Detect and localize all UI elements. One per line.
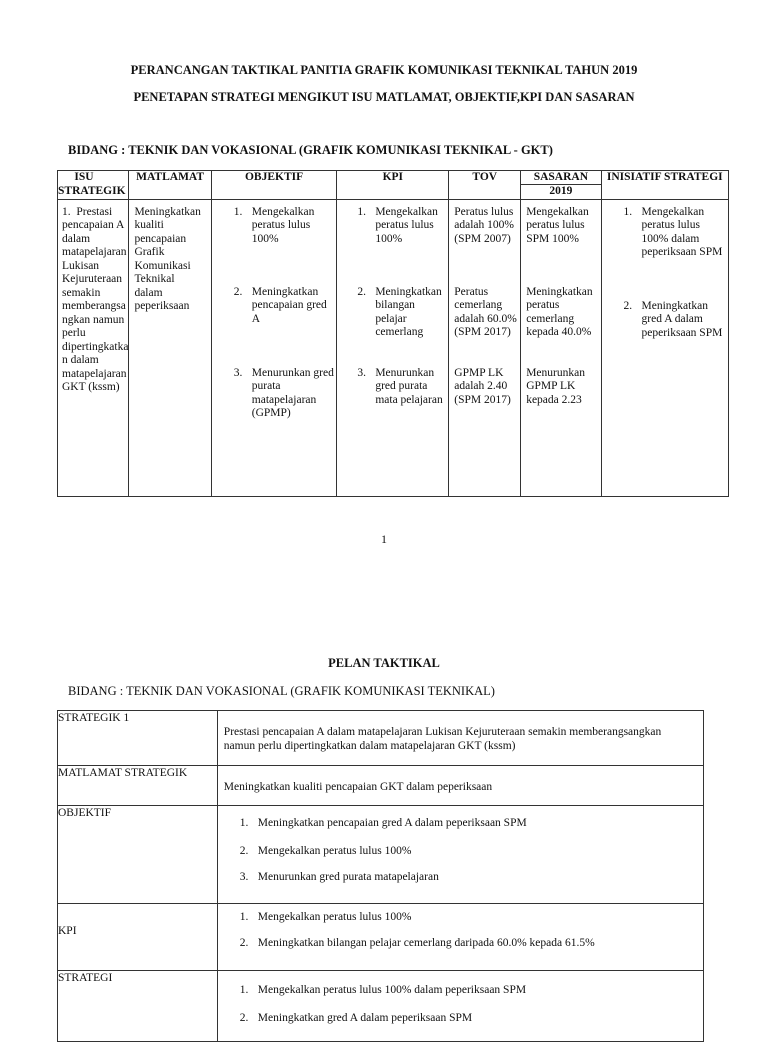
objektif-item-text — [252, 286, 327, 327]
row-strategik — [58, 711, 704, 766]
kpi-item-line: mata pelajaran — [375, 393, 443, 406]
strategi-list-item-number: 1. — [239, 984, 249, 996]
tov-block-line: adalah 100% — [454, 219, 514, 231]
row-objektif — [58, 806, 704, 904]
label-strategi: STRATEGI — [58, 971, 218, 1042]
cell-inisiatif — [601, 199, 728, 496]
kpi-item-number: 1. — [357, 205, 366, 218]
tov-block-line: (SPM 2017) — [454, 393, 511, 406]
bidang-heading: BIDANG : TEKNIK DAN VOKASIONAL (GRAFIK KOMUNIKASI TEKNIKAL - GKT) — [68, 143, 553, 157]
sasaran-block — [526, 206, 589, 247]
sasaran-block-line: peratus — [526, 299, 560, 311]
kpi-list-item-number: 1. — [239, 911, 249, 923]
isu-line: matapelajaran — [62, 246, 127, 258]
tactical-plan-table — [57, 710, 704, 1042]
tov-block — [454, 286, 517, 340]
isu-line: memberangsa — [62, 300, 126, 312]
cell-objektif — [211, 199, 337, 496]
value-strategi — [217, 971, 703, 1042]
inisiatif-item-number: 1. — [623, 205, 633, 218]
strategik-line-1: Prestasi pencapaian A dalam matapelajaran Lukisan Kejuruteraan semakin memberangsangkan — [223, 726, 662, 738]
kpi-item-line: peratus lulus — [375, 219, 434, 231]
objektif-list-item-number: 1. — [239, 817, 249, 829]
inisiatif-item-line: Mengekalkan — [641, 205, 705, 218]
sasaran-block-line: Mengekalkan — [526, 205, 589, 218]
objektif-item-line: 100% — [251, 232, 279, 245]
tov-block — [454, 367, 511, 408]
kpi-list-item-text: Mengekalkan peratus lulus 100% — [257, 911, 412, 923]
inisiatif-item-line: peperiksaan SPM — [641, 246, 723, 258]
label-objektif: OBJEKTIF — [58, 806, 218, 904]
objektif-item-line: purata — [251, 380, 281, 392]
isu-line: Kejuruteraan — [62, 273, 123, 285]
objektif-item-number: 2. — [233, 285, 243, 298]
row-matlamat — [58, 766, 704, 806]
tov-block-line: Peratus — [454, 285, 489, 298]
value-matlamat-strategik: Meningkatkan kualiti pencapaian GKT dalam peperiksaan — [217, 766, 703, 806]
kpi-item-text — [375, 367, 442, 408]
kpi-item-line: Meningkatkan — [375, 285, 442, 298]
strategi-list-item-text: Meningkatkan gred A dalam peperiksaan SPM — [257, 1012, 473, 1024]
header-isu-strategik: ISU STRATEGIK — [58, 171, 129, 200]
objektif-item-line: Menurunkan gred — [251, 366, 334, 379]
objektif-item-line: peratus lulus — [251, 219, 311, 231]
kpi-item-line: Menurunkan — [375, 366, 435, 379]
header-matlamat: MATLAMAT — [129, 171, 211, 200]
sasaran-block — [526, 367, 585, 408]
objektif-item-text — [252, 206, 315, 247]
matlamat-line: Teknikal — [134, 273, 175, 285]
tov-block — [454, 206, 514, 247]
kpi-list-item-number: 2. — [239, 937, 249, 949]
objektif-item-line: pencapaian gred — [251, 299, 327, 311]
matlamat-line: Grafik — [134, 246, 165, 258]
kpi-item-line: cemerlang — [375, 326, 424, 338]
inisiatif-item-text — [642, 206, 723, 260]
document-title: PERANCANGAN TAKTIKAL PANITIA GRAFIK KOMUNIKASI TEKNIKAL TAHUN 2019 — [130, 63, 638, 77]
kpi-item-line: 100% — [375, 232, 403, 245]
header-inisiatif-strategi: INISIATIF STRATEGI — [601, 171, 728, 200]
kpi-item-text — [375, 206, 438, 247]
isu-line: ngkan namun — [62, 313, 125, 326]
row-kpi — [58, 904, 704, 971]
sasaran-block-line: GPMP LK — [526, 380, 576, 392]
label-strategik: STRATEGIK 1 — [58, 711, 218, 766]
isu-line: perlu — [62, 327, 86, 339]
sasaran-block-line: cemerlang — [526, 312, 575, 325]
matlamat-line: Komunikasi — [134, 259, 191, 272]
matlamat-line: peperiksaan — [134, 300, 190, 312]
objektif-item-line: A — [251, 312, 261, 325]
sasaran-block-line: kepada 2.23 — [526, 393, 582, 406]
sasaran-block — [526, 286, 592, 340]
isu-line: semakin — [62, 286, 101, 299]
objektif-list-item-text: Menurunkan gred purata matapelajaran — [257, 871, 439, 883]
kpi-item-line: gred purata — [375, 380, 428, 392]
isu-line: dalam — [62, 232, 91, 245]
isu-line: dipertingkatka — [62, 340, 129, 353]
isu-line: Lukisan — [62, 259, 100, 272]
inisiatif-item-number: 2. — [623, 299, 633, 312]
value-objektif — [217, 806, 703, 904]
matlamat-line: kualiti — [134, 219, 164, 231]
objektif-list-item-text: Meningkatkan pencapaian gred A dalam peperiksaan SPM — [257, 817, 527, 829]
tov-block-line: (SPM 2017) — [454, 326, 511, 338]
sasaran-block-line: peratus lulus — [526, 219, 585, 231]
sasaran-block-line: SPM 100% — [526, 232, 579, 245]
isu-line: GKT (kssm) — [62, 381, 120, 393]
kpi-list-item-text: Meningkatkan bilangan pelajar cemerlang daripada 60.0% kepada 61.5% — [257, 937, 595, 949]
tov-block-line: adalah 2.40 — [454, 380, 508, 392]
header-kpi: KPI — [337, 171, 449, 200]
row-strategi — [58, 971, 704, 1042]
inisiatif-item-line: 100% dalam — [641, 232, 700, 245]
section2-bidang: BIDANG : TEKNIK DAN VOKASIONAL (GRAFIK KOMUNIKASI TEKNIKAL) — [68, 684, 495, 698]
kpi-item-line: pelajar — [375, 312, 407, 325]
objektif-item-line: Meningkatkan — [251, 285, 319, 298]
objektif-list-item-number: 2. — [239, 845, 249, 857]
header-sasaran: SASARAN 2019 — [521, 171, 601, 200]
kpi-item-line: Mengekalkan — [375, 205, 438, 218]
inisiatif-item-text — [642, 300, 723, 341]
strategy-table — [57, 170, 729, 497]
tov-block-line: adalah 60.0% — [454, 312, 517, 325]
objektif-item-line: (GPMP) — [251, 407, 291, 419]
sasaran-block-line: kepada 40.0% — [526, 326, 592, 338]
isu-line: pencapaian A — [62, 219, 125, 231]
value-kpi — [217, 904, 703, 971]
label-kpi: KPI — [58, 904, 218, 971]
objektif-item-number: 1. — [233, 205, 243, 218]
value-strategik — [217, 711, 703, 766]
sasaran-block-line: Meningkatkan — [526, 285, 593, 298]
kpi-item-text — [375, 286, 441, 340]
document-subtitle: PENETAPAN STRATEGI MENGIKUT ISU MATLAMAT, OBJEKTIF,KPI DAN SASARAN — [133, 90, 635, 104]
objektif-item-line: matapelajaran — [251, 393, 317, 406]
strategi-list-item-number: 2. — [239, 1012, 249, 1024]
tov-block-line: cemerlang — [454, 299, 503, 311]
page-number: 1 — [381, 532, 387, 546]
matlamat-line: dalam — [134, 286, 163, 299]
isu-line: n dalam — [62, 354, 99, 366]
strategi-list-item-text: Mengekalkan peratus lulus 100% dalam peperiksaan SPM — [257, 984, 527, 996]
kpi-item-line: bilangan — [375, 299, 415, 311]
objektif-list-item-number: 3. — [239, 871, 249, 883]
kpi-item-number: 2. — [357, 285, 366, 298]
objektif-item-number: 3. — [233, 366, 243, 379]
label-matlamat-strategik: MATLAMAT STRATEGIK — [58, 766, 218, 806]
pelan-taktikal-title: PELAN TAKTIKAL — [328, 656, 440, 670]
cell-isu-strategik — [58, 199, 129, 496]
isu-line: matapelajaran — [62, 367, 127, 380]
matlamat-line: pencapaian — [134, 232, 187, 245]
objektif-list-item-text: Mengekalkan peratus lulus 100% — [257, 845, 412, 857]
strategik-line-2: namun perlu dipertingkatkan dalam matapelajaran GKT (kssm) — [223, 740, 516, 752]
tov-block-line: GPMP LK — [454, 366, 504, 379]
sasaran-block-line: Menurunkan — [526, 366, 585, 379]
tov-block-line: Peratus lulus — [454, 205, 514, 218]
header-objektif: OBJEKTIF — [211, 171, 337, 200]
isu-line: 1. Prestasi — [62, 205, 113, 218]
inisiatif-item-line: gred A dalam — [641, 313, 703, 325]
inisiatif-item-line: Meningkatkan — [641, 299, 708, 312]
inisiatif-item-line: peratus lulus — [641, 219, 700, 231]
cell-matlamat — [129, 199, 211, 496]
inisiatif-item-line: peperiksaan SPM — [641, 326, 723, 339]
tov-block-line: (SPM 2007) — [454, 232, 511, 245]
cell-tov — [449, 199, 521, 496]
cell-sasaran — [521, 199, 601, 496]
header-tov: TOV — [449, 171, 521, 200]
matlamat-line: Meningkatkan — [134, 205, 201, 218]
kpi-item-number: 3. — [357, 366, 366, 379]
strategy-table-header-row — [58, 171, 729, 200]
objektif-item-text — [252, 367, 334, 421]
cell-kpi — [337, 199, 449, 496]
strategy-table-body-row — [58, 199, 729, 496]
objektif-item-line: Mengekalkan — [251, 205, 315, 218]
